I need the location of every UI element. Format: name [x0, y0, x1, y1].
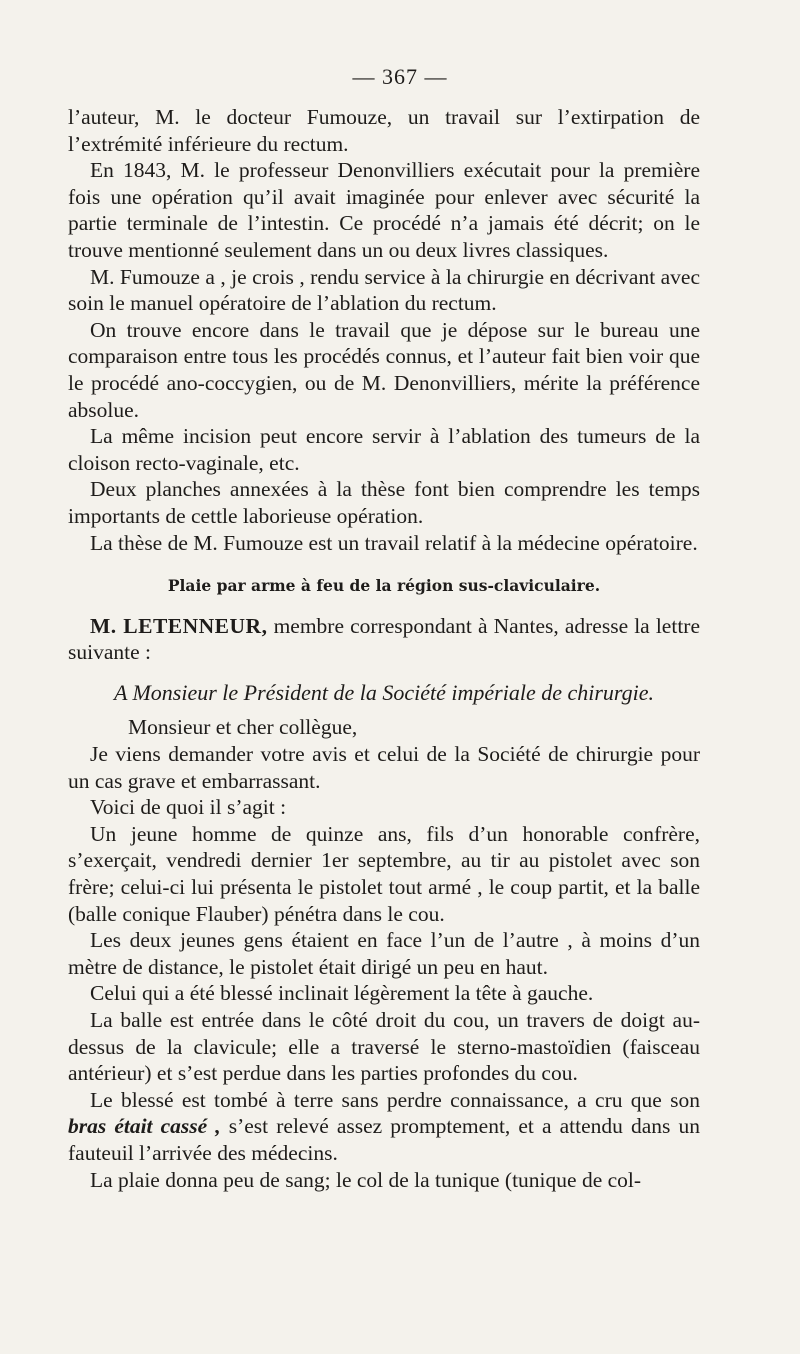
paragraph: La balle est entrée dans le côté droit du cou, un travers de doigt au-dessus de la clavicule; elle a traversé le sterno-mastoïdien (faisceau antérieur) et s’est perdue dans les parties profondes du cou.: [68, 1008, 700, 1086]
paragraph: On trouve encore dans le travail que je dépose sur le bureau une comparaison entre tous les procédés connus, et l’auteur fait bien voir que le procédé ano-coccygien, ou de M. Denonvilliers, mérite la préférence absolue.: [68, 317, 700, 422]
paragraph: La plaie donna peu de sang; le col de la tunique (tunique de col-: [90, 1167, 642, 1192]
section-title: Plaie par arme à feu de la région sus-claviculaire.: [167, 576, 601, 596]
page-number: — 367 —: [352, 64, 448, 89]
author-name: M. LETENNEUR,: [90, 613, 268, 638]
paragraph: La thèse de M. Fumouze est un travail relatif à la médecine opératoire.: [90, 530, 698, 555]
paragraph: l’auteur, M. le docteur Fumouze, un travail sur l’extirpation de l’extrémité inférieure du rectum.: [68, 105, 700, 156]
paragraph: Deux planches annexées à la thèse font bien comprendre les temps importants de cettle laborieuse opération.: [68, 477, 700, 528]
paragraph: Je viens demander votre avis et celui de la Société de chirurgie pour un cas grave et embarrassant.: [68, 742, 700, 793]
page-body: [68, 104, 700, 1193]
paragraph: Celui qui a été blessé inclinait légèrement la tête à gauche.: [90, 981, 594, 1006]
salutation: Monsieur et cher collègue,: [128, 715, 358, 740]
paragraph-text: membre correspondant à Nantes, adresse la lettre suivante :: [68, 613, 700, 665]
letter-header: A Monsieur le Président de la Société impériale de chirurgie.: [113, 679, 655, 705]
emphasis-text: bras était cassé ,: [68, 1114, 221, 1139]
paragraph: Un jeune homme de quinze ans, fils d’un honorable confrère, s’exerçait, vendredi dernier 1er septembre, au tir au pistolet avec son frère; celui-ci lui présenta le pistolet tout armé , le coup partit, et la balle (balle conique Flauber) pénétra dans le cou.: [68, 821, 700, 926]
paragraph: [68, 1087, 700, 1167]
paragraph-text: s’est relevé assez promptement, et a attendu dans un fauteuil l’arrivée des médecins.: [68, 1114, 700, 1165]
paragraph: Les deux jeunes gens étaient en face l’un de l’autre , à moins d’un mètre de distance, le pistolet était dirigé un peu en haut.: [68, 928, 700, 979]
paragraph: [68, 613, 700, 666]
paragraph: La même incision peut encore servir à l’ablation des tumeurs de la cloison recto-vaginale, etc.: [68, 424, 700, 475]
paragraph: Voici de quoi il s’agit :: [90, 795, 287, 820]
paragraph: M. Fumouze a , je crois , rendu service à la chirurgie en décrivant avec soin le manuel opératoire de l’ablation du rectum.: [68, 264, 700, 316]
paragraph: En 1843, M. le professeur Denonvilliers exécutait pour la première fois une opération qu’il avait imaginée pour enlever avec sécurité la partie terminale de l’intestin. Ce procédé n’a jamais été décrit; on le trouve mentionné seulement dans un ou deux livres classiques.: [68, 158, 700, 262]
paragraph-text: Le blessé est tombé à terre sans perdre connaissance, a cru que son: [90, 1087, 700, 1112]
